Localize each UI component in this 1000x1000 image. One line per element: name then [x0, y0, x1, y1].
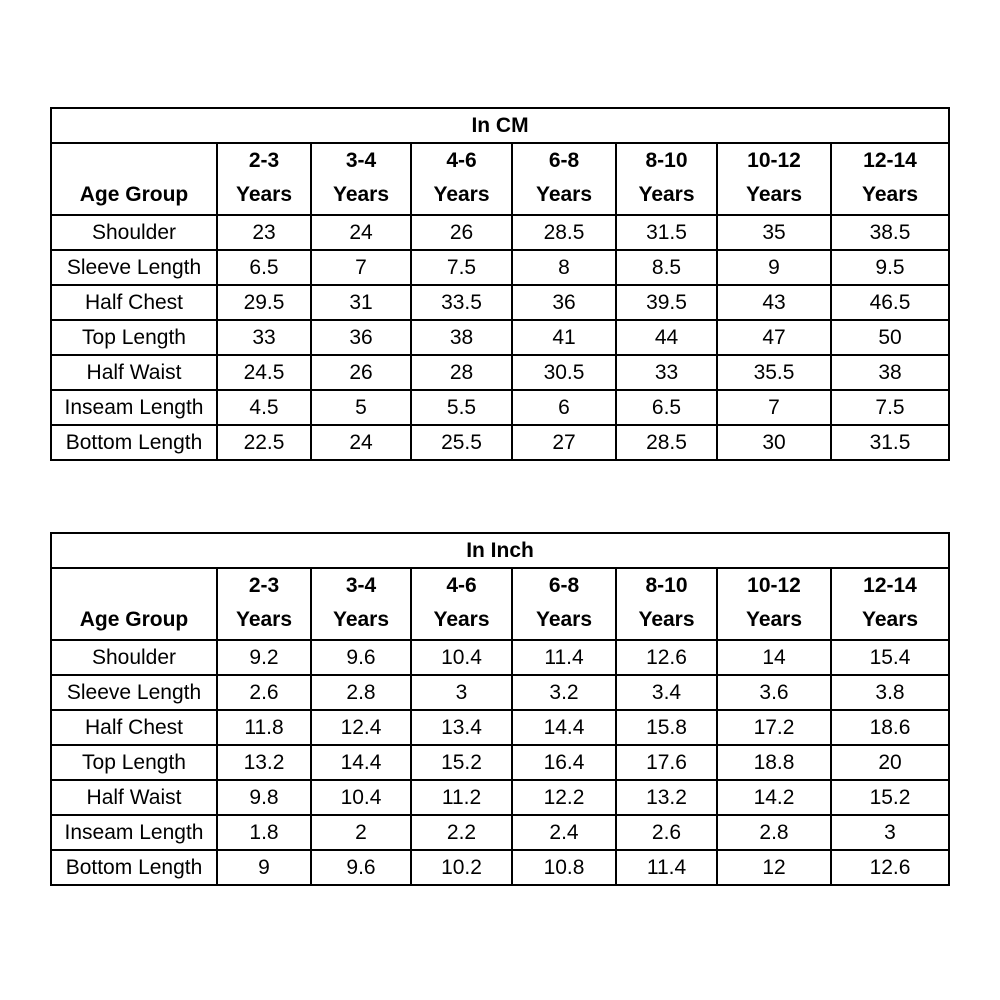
measurement-value: 23 [217, 215, 311, 250]
age-range-unit: Years [235, 183, 293, 206]
table-row [51, 390, 949, 425]
unit-title-row [51, 533, 949, 568]
measurement-value: 17.2 [717, 710, 831, 745]
measurement-value: 3 [831, 815, 949, 850]
measurement-value: 5 [311, 390, 411, 425]
measurement-label: Half Chest [51, 710, 217, 745]
measurement-value: 7 [717, 390, 831, 425]
measurement-value: 12 [717, 850, 831, 885]
measurement-value: 13.2 [616, 780, 717, 815]
size-chart-table-cm [50, 107, 950, 461]
measurement-value: 12.6 [616, 640, 717, 675]
age-range-header [311, 568, 411, 640]
measurement-label: Bottom Length [51, 850, 217, 885]
table-row [51, 355, 949, 390]
measurement-label: Half Chest [51, 285, 217, 320]
measurement-value: 36 [311, 320, 411, 355]
measurement-value: 18.6 [831, 710, 949, 745]
measurement-value: 11.2 [411, 780, 512, 815]
age-range-value: 8-10 [645, 149, 688, 172]
age-range-unit: Years [535, 608, 593, 631]
measurement-label: Shoulder [51, 640, 217, 675]
measurement-value: 7.5 [411, 250, 512, 285]
table-row [51, 640, 949, 675]
age-range-value: 6-8 [548, 149, 580, 172]
unit-title-row [51, 108, 949, 143]
measurement-value: 28.5 [512, 215, 616, 250]
age-range-value: 8-10 [645, 574, 688, 597]
age-range-value: 4-6 [446, 149, 477, 172]
age-group-header: Age Group [51, 568, 217, 640]
measurement-value: 17.6 [616, 745, 717, 780]
measurement-label: Half Waist [51, 780, 217, 815]
measurement-value: 26 [411, 215, 512, 250]
measurement-value: 41 [512, 320, 616, 355]
measurement-value: 9.8 [217, 780, 311, 815]
table-row [51, 815, 949, 850]
age-range-value: 2-3 [248, 149, 280, 172]
measurement-value: 2.6 [616, 815, 717, 850]
measurement-value: 14.4 [311, 745, 411, 780]
measurement-value: 24 [311, 215, 411, 250]
measurement-value: 9.5 [831, 250, 949, 285]
age-range-unit: Years [745, 608, 803, 631]
measurement-value: 24 [311, 425, 411, 460]
age-range-header [311, 143, 411, 215]
measurement-value: 26 [311, 355, 411, 390]
measurement-value: 16.4 [512, 745, 616, 780]
measurement-value: 25.5 [411, 425, 512, 460]
age-range-header [616, 568, 717, 640]
measurement-value: 6.5 [616, 390, 717, 425]
age-group-header: Age Group [51, 143, 217, 215]
age-range-unit: Years [638, 183, 695, 206]
table-row [51, 710, 949, 745]
table-row [51, 780, 949, 815]
measurement-value: 11.4 [616, 850, 717, 885]
measurement-value: 43 [717, 285, 831, 320]
table-row [51, 250, 949, 285]
age-range-header [616, 143, 717, 215]
measurement-value: 33 [616, 355, 717, 390]
age-range-value: 3-4 [345, 574, 377, 597]
unit-title: In Inch [51, 533, 949, 568]
measurement-value: 15.2 [411, 745, 512, 780]
measurement-value: 10.2 [411, 850, 512, 885]
measurement-value: 33.5 [411, 285, 512, 320]
measurement-label: Top Length [51, 320, 217, 355]
measurement-label: Half Waist [51, 355, 217, 390]
age-range-header [217, 143, 311, 215]
table-row [51, 215, 949, 250]
age-range-unit: Years [861, 608, 919, 631]
measurement-value: 3.2 [512, 675, 616, 710]
measurement-value: 7.5 [831, 390, 949, 425]
measurement-value: 13.4 [411, 710, 512, 745]
measurement-value: 22.5 [217, 425, 311, 460]
measurement-value: 2.4 [512, 815, 616, 850]
age-range-value: 12-14 [863, 574, 917, 597]
measurement-label: Shoulder [51, 215, 217, 250]
age-range-value: 6-8 [548, 574, 580, 597]
measurement-value: 11.4 [512, 640, 616, 675]
table-row [51, 675, 949, 710]
measurement-value: 31.5 [616, 215, 717, 250]
measurement-value: 33 [217, 320, 311, 355]
measurement-value: 15.4 [831, 640, 949, 675]
measurement-value: 15.8 [616, 710, 717, 745]
measurement-label: Inseam Length [51, 390, 217, 425]
measurement-value: 10.4 [311, 780, 411, 815]
measurement-value: 38 [831, 355, 949, 390]
measurement-value: 38.5 [831, 215, 949, 250]
measurement-label: Sleeve Length [51, 250, 217, 285]
measurement-value: 2.6 [217, 675, 311, 710]
size-chart-table-inch [50, 532, 950, 886]
age-range-header [717, 143, 831, 215]
measurement-value: 9 [217, 850, 311, 885]
measurement-value: 2 [311, 815, 411, 850]
measurement-value: 15.2 [831, 780, 949, 815]
measurement-value: 13.2 [217, 745, 311, 780]
measurement-value: 9 [717, 250, 831, 285]
measurement-value: 50 [831, 320, 949, 355]
age-range-unit: Years [638, 608, 695, 631]
measurement-value: 12.2 [512, 780, 616, 815]
measurement-value: 35 [717, 215, 831, 250]
measurement-value: 9.6 [311, 640, 411, 675]
age-range-unit: Years [861, 183, 919, 206]
measurement-value: 30.5 [512, 355, 616, 390]
measurement-value: 44 [616, 320, 717, 355]
measurement-value: 1.8 [217, 815, 311, 850]
table-row [51, 745, 949, 780]
age-range-header [411, 143, 512, 215]
measurement-value: 6.5 [217, 250, 311, 285]
age-range-header [512, 143, 616, 215]
age-range-value: 12-14 [863, 149, 917, 172]
age-range-header [831, 568, 949, 640]
measurement-value: 3 [411, 675, 512, 710]
age-range-value: 10-12 [747, 574, 801, 597]
measurement-value: 46.5 [831, 285, 949, 320]
measurement-value: 7 [311, 250, 411, 285]
measurement-value: 31 [311, 285, 411, 320]
age-range-unit: Years [433, 183, 490, 206]
age-range-unit: Years [332, 608, 390, 631]
table-row [51, 425, 949, 460]
measurement-value: 4.5 [217, 390, 311, 425]
age-range-unit: Years [745, 183, 803, 206]
measurement-value: 8.5 [616, 250, 717, 285]
measurement-value: 8 [512, 250, 616, 285]
measurement-value: 5.5 [411, 390, 512, 425]
measurement-value: 2.8 [717, 815, 831, 850]
measurement-label: Top Length [51, 745, 217, 780]
table-row [51, 850, 949, 885]
measurement-value: 24.5 [217, 355, 311, 390]
column-header-row [51, 568, 949, 640]
age-range-header [217, 568, 311, 640]
age-range-unit: Years [235, 608, 293, 631]
table-row [51, 285, 949, 320]
measurement-value: 10.8 [512, 850, 616, 885]
measurement-value: 27 [512, 425, 616, 460]
measurement-value: 3.6 [717, 675, 831, 710]
measurement-value: 18.8 [717, 745, 831, 780]
measurement-value: 28 [411, 355, 512, 390]
measurement-value: 14.2 [717, 780, 831, 815]
age-range-unit: Years [332, 183, 390, 206]
age-range-header [512, 568, 616, 640]
age-range-header [411, 568, 512, 640]
measurement-value: 3.8 [831, 675, 949, 710]
age-range-unit: Years [433, 608, 490, 631]
age-range-value: 3-4 [345, 149, 377, 172]
measurement-label: Inseam Length [51, 815, 217, 850]
measurement-value: 30 [717, 425, 831, 460]
age-range-value: 10-12 [747, 149, 801, 172]
measurement-value: 6 [512, 390, 616, 425]
measurement-value: 39.5 [616, 285, 717, 320]
measurement-value: 3.4 [616, 675, 717, 710]
measurement-value: 9.6 [311, 850, 411, 885]
measurement-label: Bottom Length [51, 425, 217, 460]
measurement-value: 47 [717, 320, 831, 355]
measurement-value: 28.5 [616, 425, 717, 460]
measurement-value: 9.2 [217, 640, 311, 675]
measurement-value: 31.5 [831, 425, 949, 460]
measurement-value: 2.2 [411, 815, 512, 850]
measurement-label: Sleeve Length [51, 675, 217, 710]
measurement-value: 20 [831, 745, 949, 780]
measurement-value: 35.5 [717, 355, 831, 390]
measurement-value: 12.6 [831, 850, 949, 885]
age-range-value: 2-3 [248, 574, 280, 597]
age-range-header [831, 143, 949, 215]
age-range-value: 4-6 [446, 574, 477, 597]
age-range-header [717, 568, 831, 640]
measurement-value: 12.4 [311, 710, 411, 745]
table-row [51, 320, 949, 355]
measurement-value: 10.4 [411, 640, 512, 675]
measurement-value: 36 [512, 285, 616, 320]
measurement-value: 29.5 [217, 285, 311, 320]
measurement-value: 2.8 [311, 675, 411, 710]
age-range-unit: Years [535, 183, 593, 206]
measurement-value: 38 [411, 320, 512, 355]
column-header-row [51, 143, 949, 215]
unit-title: In CM [51, 108, 949, 143]
measurement-value: 11.8 [217, 710, 311, 745]
measurement-value: 14.4 [512, 710, 616, 745]
measurement-value: 14 [717, 640, 831, 675]
